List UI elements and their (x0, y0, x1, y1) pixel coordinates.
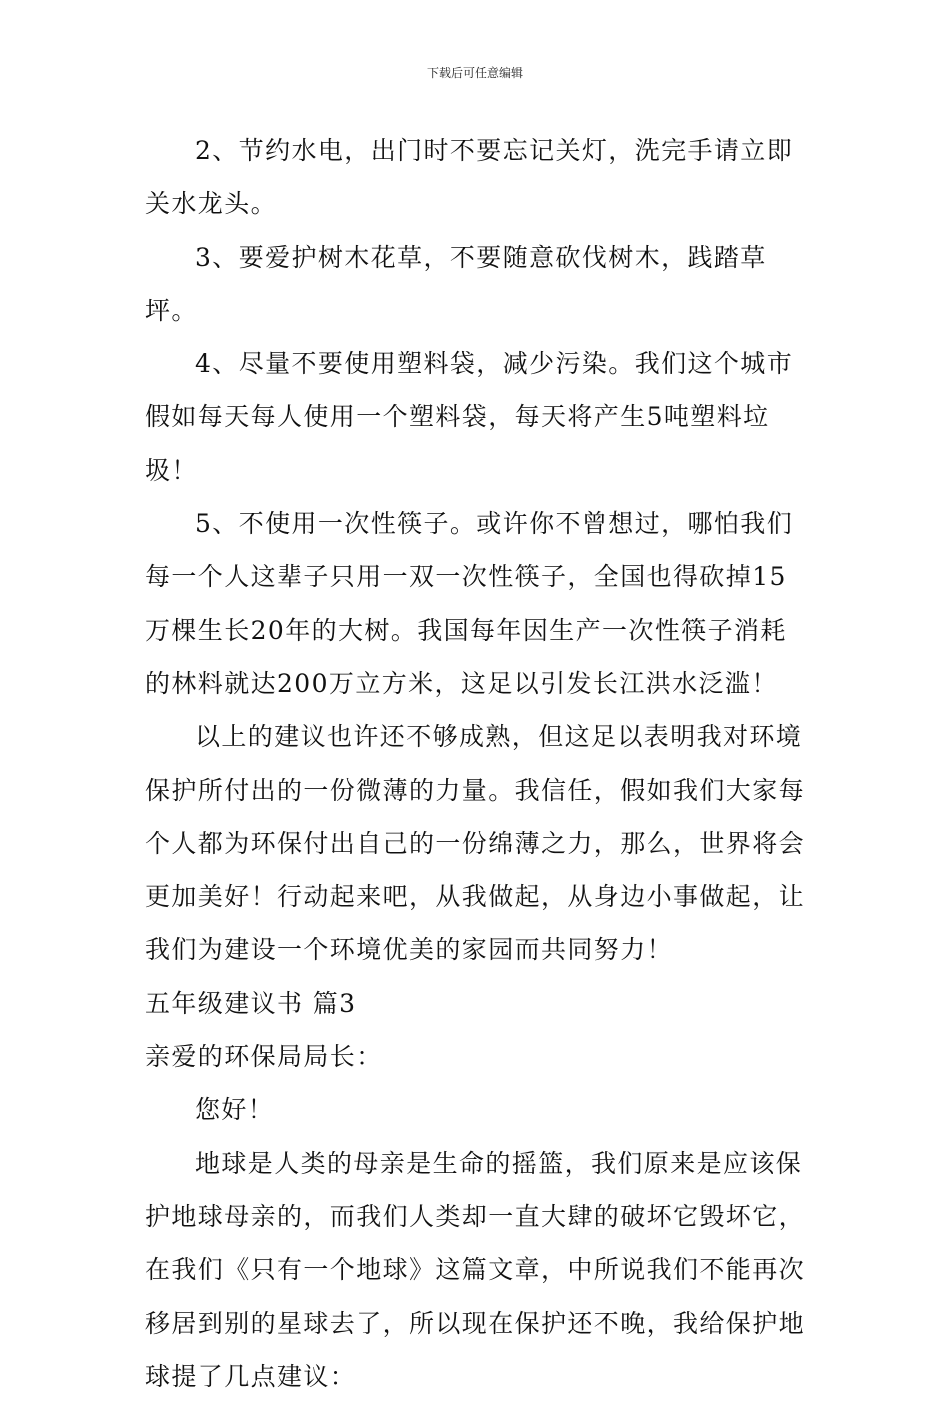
paragraph-intro: 地球是人类的母亲是生命的摇篮，我们原来是应该保护地球母亲的，而我们人类却一直大肆的破坏它毁坏它，在我们《只有一个地球》这篇文章，中所说我们不能再次移居到别的星球去了，所以现在保护还不晚，我给保护地球提了几点建议： (145, 1148, 806, 1391)
paragraph-item-2: 2、节约水电，出门时不要忘记关灯，洗完手请立即关水龙头。 (145, 136, 794, 219)
salutation: 亲爱的环保局局长： (145, 1042, 383, 1072)
greeting: 您好！ (195, 1095, 275, 1125)
document-body (145, 124, 810, 1403)
section-heading: 五年级建议书 篇3 (145, 988, 357, 1018)
header-note: 下载后可任意编辑 (426, 66, 523, 80)
paragraph-item-5: 5、不使用一次性筷子。或许你不曾想过，哪怕我们每一个人这辈子只用一双一次性筷子，全国也得砍掉15万棵生长20年的大树。我国每年因生产一次性筷子消耗的林料就达200万立方米，这足以引发长江洪水泛滥！ (145, 509, 794, 698)
paragraph-item-4: 4、尽量不要使用塑料袋，减少污染。我们这个城市假如每天每人使用一个塑料袋，每天将产生5吨塑料垃圾！ (145, 349, 794, 485)
paragraph-conclusion: 以上的建议也许还不够成熟，但这足以表明我对环境保护所付出的一份微薄的力量。我信任，假如我们大家每个人都为环保付出自己的一份绵薄之力，那么，世界将会更加美好！行动起来吧，从我做起，从身边小事做起，让我们为建设一个环境优美的家园而共同努力！ (145, 722, 806, 965)
paragraph-item-3: 3、要爱护树木花草，不要随意砍伐树木，践踏草坪。 (145, 242, 767, 325)
